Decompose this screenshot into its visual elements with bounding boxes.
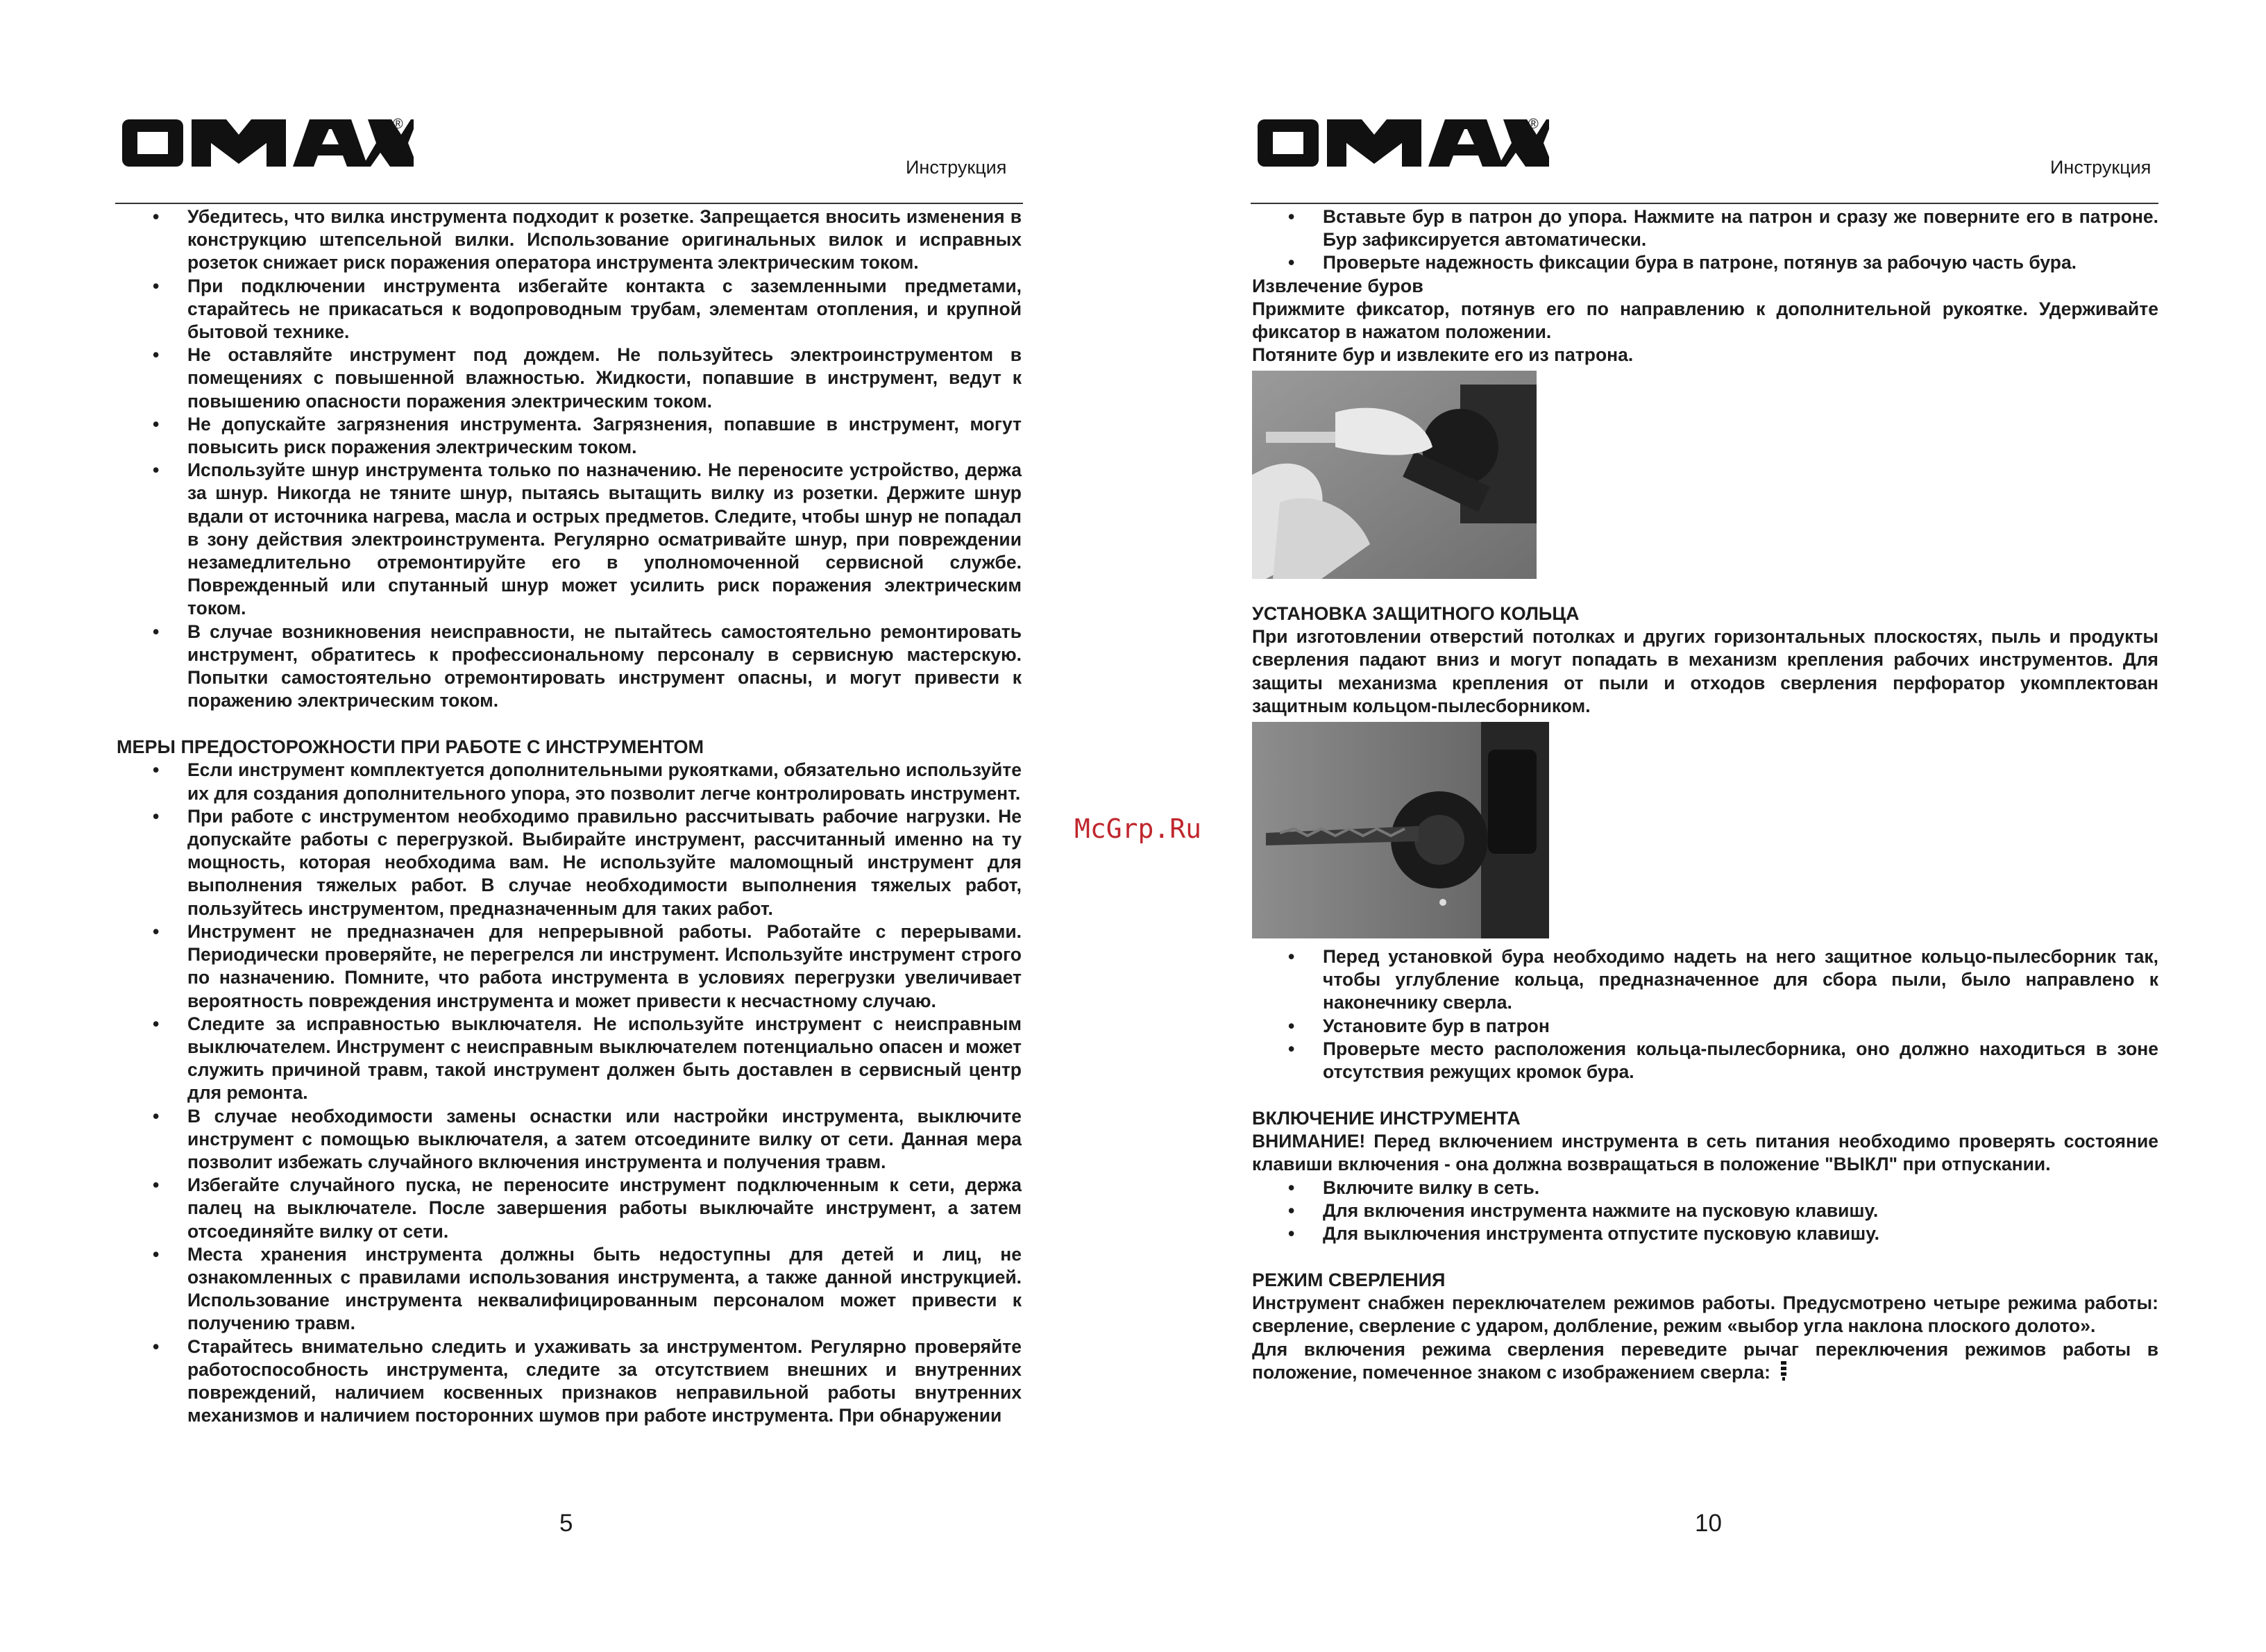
- registered-mark: ®: [1528, 117, 1539, 132]
- extraction-text-2: Потяните бур и извлеките его из патрона.: [1252, 344, 1634, 366]
- page-number: 10: [1695, 1510, 1722, 1537]
- safety-list: [117, 205, 1022, 712]
- power-text: ВНИМАНИЕ! Перед включением инструмента в сеть питания необходимо проверять состояние клавиши включения - она должна возвращаться в положение "ВЫКЛ" при отпускании.: [1252, 1131, 2158, 1175]
- registered-mark: ®: [393, 117, 403, 132]
- left-content: [117, 205, 1022, 1427]
- dust-ring-photo: [1252, 722, 2158, 938]
- list-item: • Включите вилку в сеть.: [1252, 1177, 2158, 1199]
- list-item: • Проверьте надежность фиксации бура в патроне, потянув за рабочую часть бура.: [1252, 251, 2158, 274]
- drill-mode-text: Инструмент снабжен переключателем режимов работы. Предусмотрено четыре режима работы: сверление, сверление с ударом, долбление, режим «выбор угла наклона плоского долото».: [1252, 1292, 2158, 1337]
- header-rule: [115, 203, 1023, 204]
- page-number: 5: [559, 1510, 573, 1537]
- list-item: • Следите за исправностью выключателя. Не используйте инструмент с неисправным выключателем. Инструмент с неисправным выключателем потенциально опасен и может служить причиной травм, такой инструмент должен быть доставлен в сервисный центр для ремонта.: [117, 1013, 1022, 1105]
- list-item: • Инструмент не предназначен для непрерывной работы. Работайте с перерывами. Периодически проверяйте, не перегрелся ли инструмент. Используйте инструмент строго по назначению. Помните, что работа инструмента в условиях перегрузки увеличивает вероятность повреждения инструмента и может привести к несчастному случаю.: [117, 920, 1022, 1013]
- section-heading: МЕРЫ ПРЕДОСТОРОЖНОСТИ ПРИ РАБОТЕ С ИНСТРУМЕНТОМ: [117, 736, 704, 758]
- list-item: • При подключении инструмента избегайте контакта с заземленными предметами, старайтесь не прикасаться к водопроводным трубам, элементам отопления, и крупной бытовой технике.: [117, 275, 1022, 344]
- list-item: • Для выключения инструмента отпустите пусковую клавишу.: [1252, 1222, 2158, 1245]
- ring-heading: УСТАНОВКА ЗАЩИТНОГО КОЛЬЦА: [1252, 603, 1580, 625]
- list-item: • Вставьте бур в патрон до упора. Нажмите на патрон и сразу же поверните его в патроне. Бур зафиксируется автоматически.: [1252, 205, 2158, 251]
- list-item: • Установите бур в патрон: [1252, 1015, 2158, 1038]
- ring-steps-list: [1252, 945, 2158, 1084]
- header-label: Инструкция: [906, 157, 1007, 178]
- header-rule: [1251, 203, 2158, 204]
- drill-mode-text-2: [1252, 1338, 2158, 1386]
- list-item: • При работе с инструментом необходимо правильно рассчитывать рабочие нагрузки. Не допускайте работы с перегрузкой. Выбирайте инструмент, рассчитанный именно на ту мощность, которая необходима вам. Не используйте маломощный инструмент для выполнения тяжелых работ. В случае необходимости выполнения тяжелых работ, пользуйтесь инструментом, предназначенным для таких работ.: [117, 805, 1022, 920]
- drill-mode-instruction: Для включения режима сверления переведите рычаг переключения режимов работы в положение, помеченное знаком с изображением сверла:: [1252, 1338, 2158, 1383]
- list-item: • В случае необходимости замены оснастки или настройки инструмента, выключите инструмент с помощью выключателя, а затем отсоедините вилку от сети. Данная мера позволит избежать случайного включения инструмента и получения травм.: [117, 1105, 1022, 1174]
- ring-text: При изготовлении отверстий потолках и других горизонтальных плоскостях, пыль и продукты сверления падают вниз и могут попадать в механизм крепления рабочих инструментов. Для защиты механизма крепления от пыли и отходов сверления перфоратор укомплектован защитным кольцом-пылесборником.: [1252, 626, 2158, 716]
- list-item: • Избегайте случайного пуска, не переносите инструмент подключенным к сети, держа палец на выключателе. После завершения работы выключайте инструмент, а затем отсоединяйте вилку от сети.: [117, 1174, 1022, 1243]
- list-item: • В случае возникновения неисправности, не пытайтесь самостоятельно ремонтировать инструмент, обратитесь к профессиональному персоналу в сервисную мастерскую. Попытки самостоятельно отремонтировать инструмент опасны, и могут привести к поражению электрическим током.: [117, 621, 1022, 713]
- bit-removal-photo: [1252, 371, 2158, 579]
- page-right: [1133, 0, 2266, 1652]
- drill-mode-heading: РЕЖИМ СВЕРЛЕНИЯ: [1252, 1270, 1446, 1291]
- power-list: [1252, 1177, 2158, 1246]
- list-item: • Убедитесь, что вилка инструмента подходит к розетке. Запрещается вносить изменения в конструкцию штепсельной вилки. Использование оригинальных вилок и исправных розеток снижает риск поражения оператора инструмента электрическим током.: [117, 205, 1022, 275]
- watermark: McGrp.Ru: [1074, 814, 1202, 844]
- insert-bit-list: [1252, 205, 2158, 275]
- omax-logo: [122, 115, 414, 171]
- drill-symbol-icon: [1779, 1361, 1788, 1386]
- omax-logo: [1258, 115, 1549, 171]
- right-content: [1252, 205, 2158, 1386]
- list-item: • Проверьте место расположения кольца-пылесборника, оно должно находиться в зоне отсутствия режущих кромок бура.: [1252, 1038, 2158, 1084]
- list-item: • Не допускайте загрязнения инструмента. Загрязнения, попавшие в инструмент, могут повысить риск поражения электрическим током.: [117, 413, 1022, 459]
- list-item: • Места хранения инструмента должны быть недоступны для детей и лиц, не ознакомленных с правилами использования инструмента, а также данной инструкцией. Использование инструмента неквалифицированным персоналом может привести к получению травм.: [117, 1243, 1022, 1335]
- extraction-text: Прижмите фиксатор, потянув его по направлению к дополнительной рукоятке. Удерживайте фиксатор в нажатом положении.: [1252, 298, 2158, 342]
- list-item: • Если инструмент комплектуется дополнительными рукоятками, обязательно используйте их для создания дополнительного упора, это позволит легче контролировать инструмент.: [117, 759, 1022, 804]
- extraction-heading: Извлечение буров: [1252, 275, 1423, 296]
- list-item: • Используйте шнур инструмента только по назначению. Не переносите устройство, держа за шнур. Никогда не тяните шнур, пытаясь вытащить вилку из розетки. Держите шнур вдали от источника нагрева, масла и острых предметов. Следите, чтобы шнур не попадал в зону действия электроинструмента. Регулярно осматривайте шнур, при повреждении незамедлительно отремонтируйте его в уполномоченной сервисной службе. Поврежденный или спутанный шнур может усилить риск поражения электрическим током.: [117, 459, 1022, 620]
- precautions-list: [117, 759, 1022, 1427]
- power-heading: ВКЛЮЧЕНИЕ ИНСТРУМЕНТА: [1252, 1108, 1521, 1129]
- header-label: Инструкция: [2050, 157, 2151, 178]
- list-item: • Не оставляйте инструмент под дождем. Не пользуйтесь электроинструментом в помещениях с повышенной влажностью. Жидкости, попавшие в инструмент, ведут к повышению опасности поражения электрическим током.: [117, 344, 1022, 413]
- list-item: • Для включения инструмента нажмите на пусковую клавишу.: [1252, 1199, 2158, 1222]
- list-item: • Старайтесь внимательно следить и ухаживать за инструментом. Регулярно проверяйте работоспособность инструмента, следите за отсутствием внешних и внутренних повреждений, наличием косвенных признаков неправильной работы внутренних механизмов и наличием посторонних шумов при работе инструмента. При обнаружении: [117, 1335, 1022, 1428]
- list-item: • Перед установкой бура необходимо надеть на него защитное кольцо-пылесборник так, чтобы углубление кольца, предназначенное для сбора пыли, было направлено к наконечнику сверла.: [1252, 945, 2158, 1015]
